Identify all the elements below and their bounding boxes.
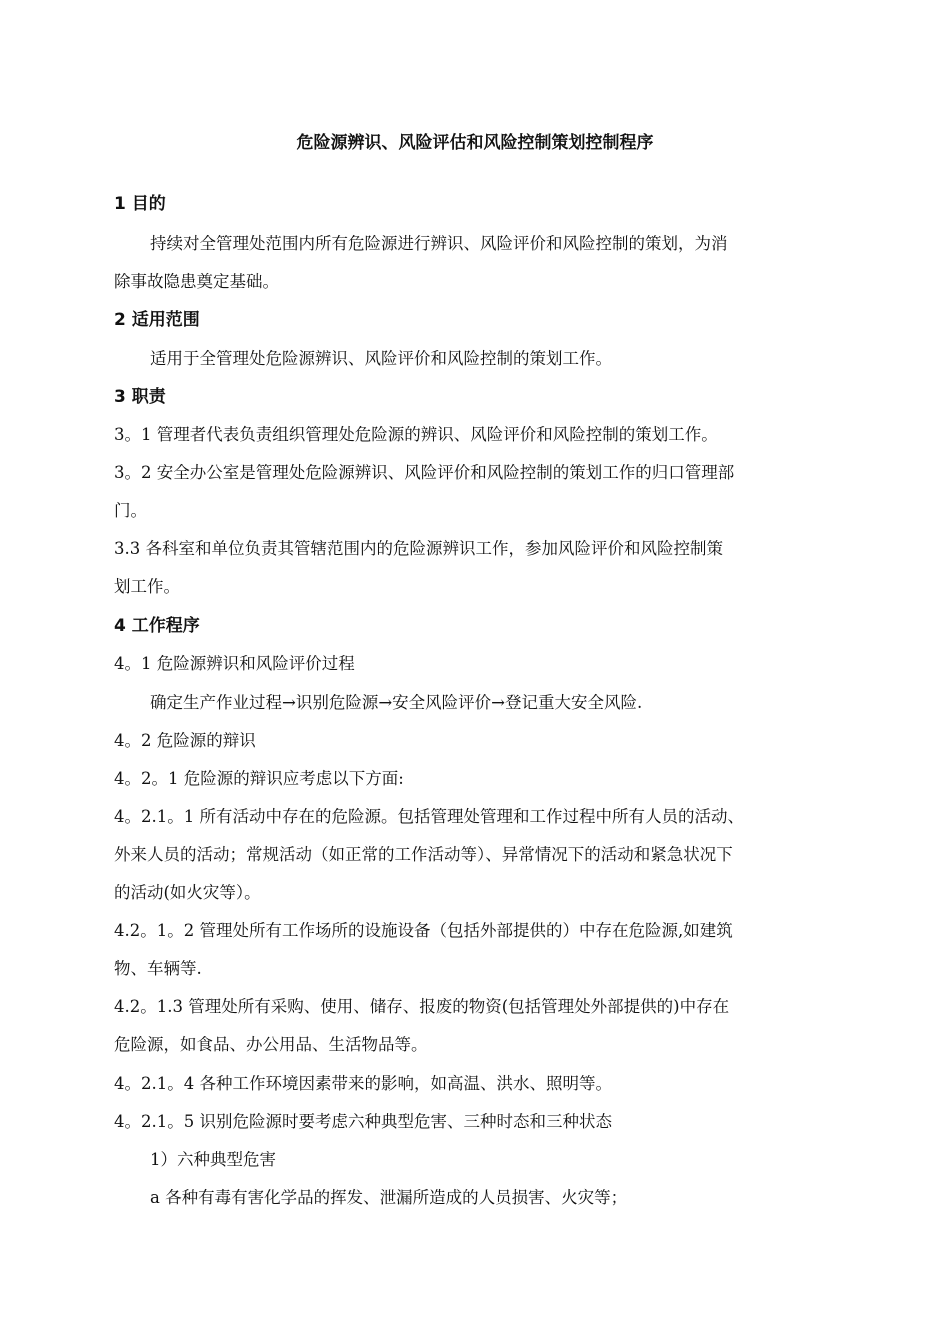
paragraph-line: 4。2.1。1 所有活动中存在的危险源。包括管理处管理和工作过程中所有人员的活动、 xyxy=(114,807,744,826)
paragraph-line: 4。2.1。5 识别危险源时要考虑六种典型危害、三种时态和三种状态 xyxy=(114,1112,612,1131)
paragraph-line: 适用于全管理处危险源辨识、风险评价和风险控制的策划工作。 xyxy=(150,349,612,368)
section-heading-scope: 2 适用范围 xyxy=(114,310,200,330)
paragraph-line: 4。2.1。4 各种工作环境因素带来的影响，如高温、洪水、照明等。 xyxy=(114,1074,612,1093)
section-heading-responsibility: 3 职责 xyxy=(114,387,166,407)
paragraph-line: 的活动(如火灾等）。 xyxy=(114,883,261,902)
section-heading-purpose: 1 目的 xyxy=(114,194,166,214)
paragraph-line: 4.2。1。2 管理处所有工作场所的设施设备（包括外部提供的）中存在危险源,如建筑 xyxy=(114,921,733,940)
paragraph-line: 物、车辆等. xyxy=(114,959,202,978)
paragraph-line: 门。 xyxy=(114,501,147,520)
paragraph-line: 危险源，如食品、办公用品、生活物品等。 xyxy=(114,1035,428,1054)
paragraph-line: 4。1 危险源辨识和风险评价过程 xyxy=(114,654,355,673)
paragraph-line: 4。2 危险源的辩识 xyxy=(114,731,256,750)
paragraph-line: 3。2 安全办公室是管理处危险源辨识、风险评价和风险控制的策划工作的归口管理部 xyxy=(114,463,735,482)
paragraph-line: 4。2。1 危险源的辩识应考虑以下方面: xyxy=(114,769,404,788)
paragraph-line: 确定生产作业过程→识别危险源→安全风险评价→登记重大安全风险. xyxy=(150,693,643,712)
document-title: 危险源辨识、风险评估和风险控制策划控制程序 xyxy=(296,133,654,153)
paragraph-line: 持续对全管理处范围内所有危险源进行辨识、风险评价和风险控制的策划，为消 xyxy=(150,234,728,253)
paragraph-line: 3.3 各科室和单位负责其管辖范围内的危险源辨识工作，参加风险评价和风险控制策 xyxy=(114,539,723,558)
paragraph-line: 除事故隐患奠定基础。 xyxy=(114,272,279,291)
paragraph-line: 4.2。1.3 管理处所有采购、使用、储存、报废的物资(包括管理处外部提供的)中存在 xyxy=(114,997,730,1016)
paragraph-line: 划工作。 xyxy=(114,577,180,596)
paragraph-line: 外来人员的活动；常规活动（如正常的工作活动等）、异常情况下的活动和紧急状况下 xyxy=(114,845,733,864)
section-heading-procedure: 4 工作程序 xyxy=(114,616,200,636)
paragraph-line: a 各种有毒有害化学品的挥发、泄漏所造成的人员损害、火灾等； xyxy=(150,1188,628,1207)
paragraph-line: 1）六种典型危害 xyxy=(150,1150,276,1169)
paragraph-line: 3。1 管理者代表负责组织管理处危险源的辨识、风险评价和风险控制的策划工作。 xyxy=(114,425,718,444)
